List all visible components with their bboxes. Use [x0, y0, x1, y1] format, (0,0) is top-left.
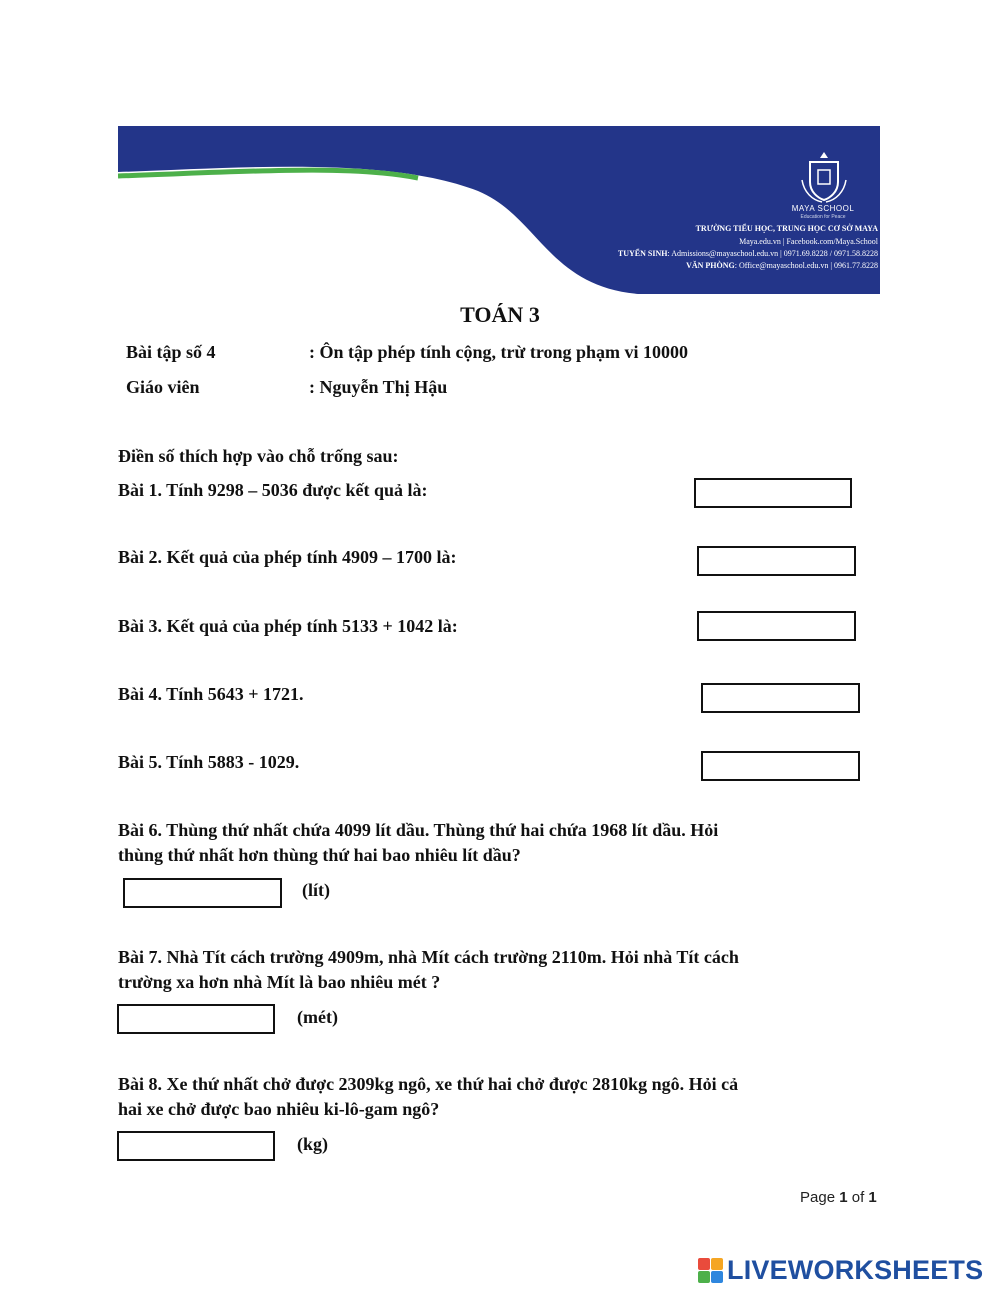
school-logo-name: MAYA SCHOOL	[791, 204, 855, 213]
liveworksheets-brand: LIVEWORKSHEETS	[727, 1254, 984, 1285]
question-4-text: Bài 4. Tính 5643 + 1721.	[118, 684, 304, 704]
admissions-text: : Admissions@mayaschool.edu.vn | 0971.69.8228 / 0971.58.8228	[667, 249, 878, 258]
question-5-answer-box[interactable]	[701, 751, 860, 781]
admissions-label: TUYỂN SINH	[617, 249, 668, 258]
question-4-answer-box[interactable]	[701, 683, 860, 713]
question-5-text: Bài 5. Tính 5883 - 1029.	[118, 752, 300, 772]
question-1-text: Bài 1. Tính 9298 – 5036 được kết quả là:	[118, 480, 428, 500]
question-8-unit: (kg)	[297, 1134, 328, 1154]
instruction-text: Điền số thích hợp vào chỗ trống sau:	[118, 446, 399, 466]
question-2-answer-box[interactable]	[697, 546, 856, 576]
question-6-unit: (lít)	[302, 880, 330, 900]
teacher-value: : Nguyễn Thị Hậu	[309, 377, 448, 397]
question-7-line-1: Bài 7. Nhà Tít cách trường 4909m, nhà Mít cách trường 2110m. Hỏi nhà Tít cách	[118, 947, 739, 967]
question-8-line-1: Bài 8. Xe thứ nhất chở được 2309kg ngô, xe thứ hai chở được 2810kg ngô. Hỏi cả	[118, 1074, 739, 1094]
question-1-answer-box[interactable]	[694, 478, 852, 508]
teacher-label: Giáo viên	[126, 377, 200, 397]
question-6-answer-box[interactable]	[123, 878, 282, 908]
office-text: : Office@mayaschool.edu.vn | 0961.77.8228	[734, 261, 878, 270]
school-crest-icon	[800, 150, 848, 204]
question-2-text: Bài 2. Kết quả của phép tính 4909 – 1700 là:	[118, 547, 457, 567]
page-title: TOÁN 3	[460, 302, 540, 327]
school-web-line: Maya.edu.vn | Facebook.com/Maya.School	[739, 237, 878, 246]
page-current: 1	[839, 1189, 848, 1206]
exercise-label: Bài tập số 4	[126, 342, 216, 362]
question-6-line-2: thùng thứ nhất hơn thùng thứ hai bao nhiêu lít dầu?	[118, 845, 521, 865]
page-total: 1	[868, 1189, 877, 1206]
question-6-line-1: Bài 6. Thùng thứ nhất chứa 4099 lít dầu. Thùng thứ hai chứa 1968 lít dầu. Hỏi	[118, 820, 719, 840]
liveworksheets-blocks-icon	[698, 1258, 723, 1283]
exercise-value: : Ôn tập phép tính cộng, trừ trong phạm vi 10000	[309, 342, 689, 362]
admissions-line	[618, 249, 878, 258]
liveworksheets-logo	[698, 1255, 983, 1285]
school-full-name: TRƯỜNG TIỂU HỌC, TRUNG HỌC CƠ SỞ MAYA	[695, 224, 878, 233]
page-label: Page	[800, 1189, 836, 1206]
school-logo-tagline: Education for Peace	[800, 214, 846, 220]
question-3-text: Bài 3. Kết quả của phép tính 5133 + 1042 là:	[118, 616, 458, 636]
question-8-line-2: hai xe chở được bao nhiêu ki-lô-gam ngô?	[118, 1099, 440, 1119]
page-number	[800, 1189, 877, 1206]
question-7-line-2: trường xa hơn nhà Mít là bao nhiêu mét ?	[118, 972, 441, 992]
question-3-answer-box[interactable]	[697, 611, 856, 641]
banner-green-stripe	[118, 170, 418, 178]
page-of: of	[851, 1189, 865, 1206]
question-7-unit: (mét)	[297, 1007, 338, 1027]
question-7-answer-box[interactable]	[117, 1004, 275, 1034]
question-8-answer-box[interactable]	[117, 1131, 275, 1161]
office-line	[686, 261, 878, 270]
office-label: VĂN PHÒNG	[686, 261, 735, 270]
